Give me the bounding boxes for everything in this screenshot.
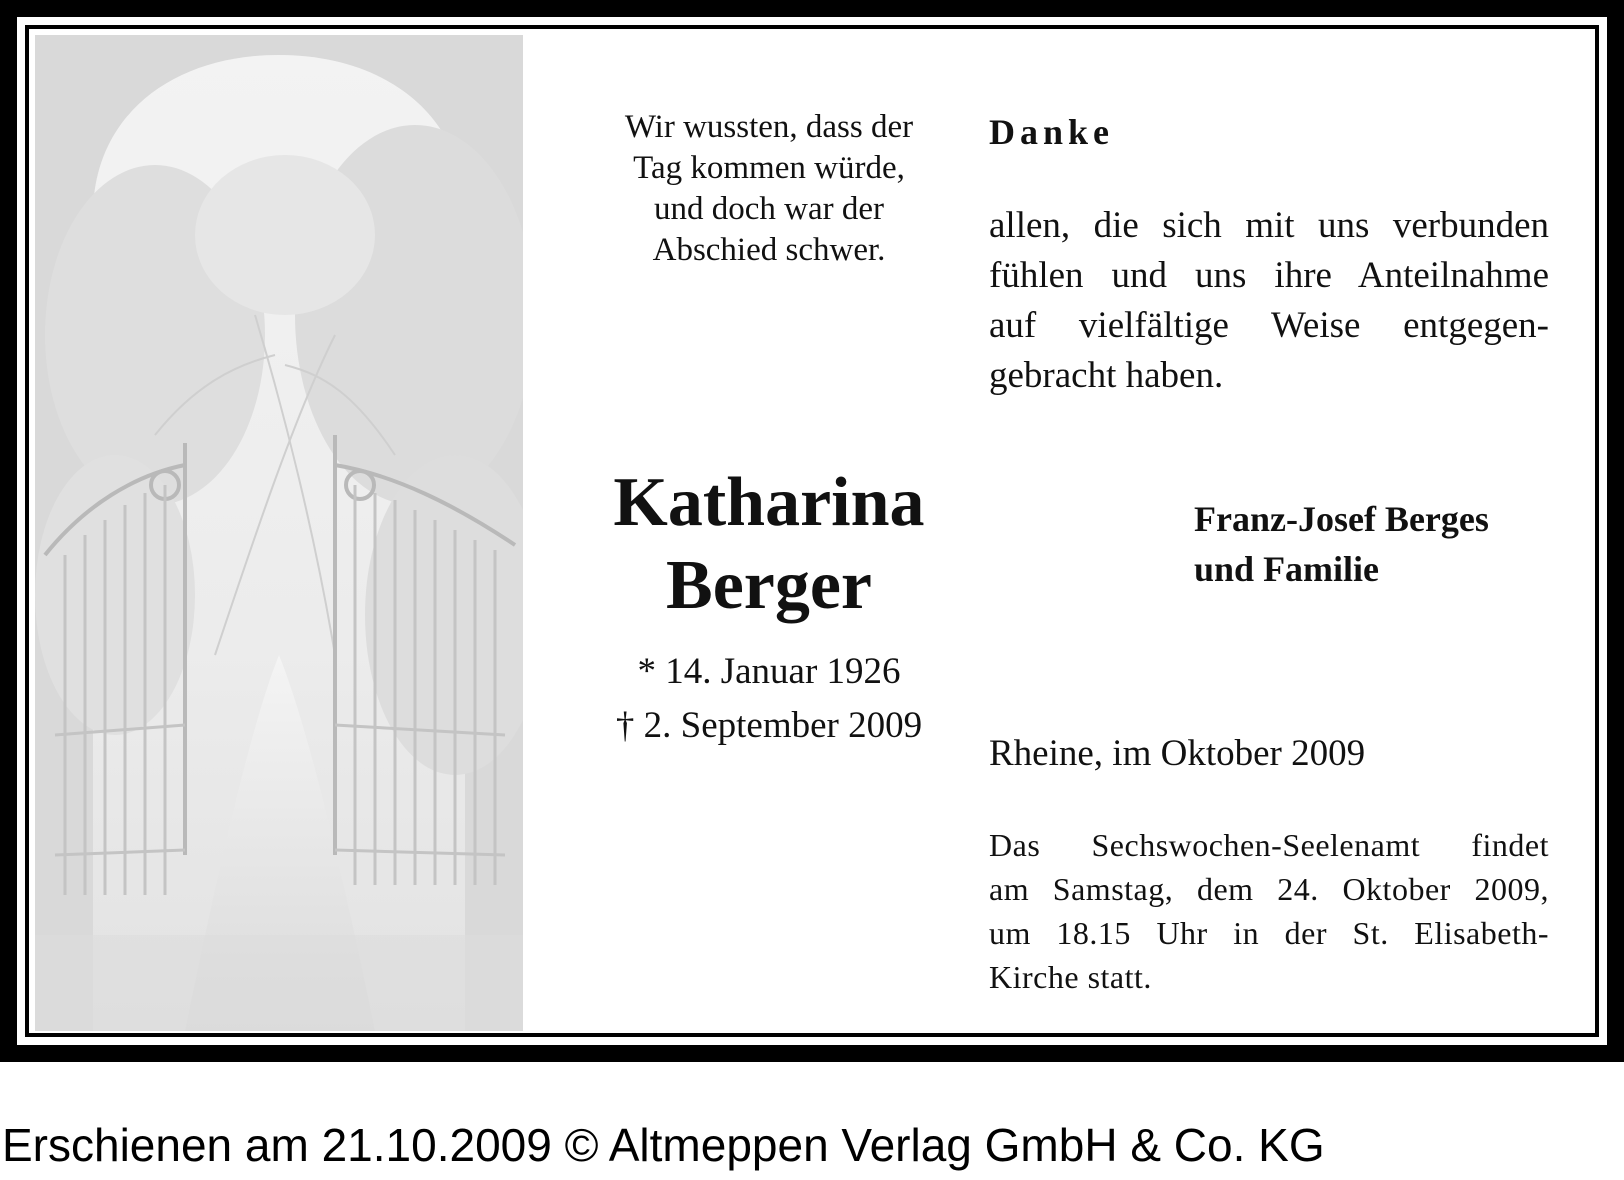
notice-line: um 18.15 Uhr in der St. Elisabeth- xyxy=(989,915,1549,951)
birth-date: * 14. Januar 1926 xyxy=(637,651,901,692)
notice-line: am Samstag, dem 24. Oktober 2009, xyxy=(989,871,1549,907)
quote-line: Tag kommen würde, xyxy=(633,150,905,186)
thanks-line: allen, die sich mit uns verbunden xyxy=(989,205,1549,246)
notice-inner xyxy=(17,17,1607,1045)
life-dates xyxy=(569,645,969,753)
deceased-name xyxy=(569,461,969,627)
family-line: Franz-Josef Berges xyxy=(1194,499,1489,539)
quote-line: und doch war der xyxy=(653,191,884,227)
memorial-quote xyxy=(579,107,959,271)
mass-notice xyxy=(989,823,1549,999)
quote-line: Wir wussten, dass der xyxy=(624,109,914,145)
thanks-heading: Danke xyxy=(989,112,1115,152)
notice-line: Kirche statt. xyxy=(989,959,1152,995)
family-signature xyxy=(1194,494,1489,594)
thanks-line: auf vielfältige Weise entgegen- xyxy=(989,305,1549,346)
deceased-first-name: Katharina xyxy=(613,464,925,541)
family-line: und Familie xyxy=(1194,549,1380,589)
quote-line: Abschied schwer. xyxy=(652,232,886,268)
notice-line: Das Sechswochen-Seelenamt findet xyxy=(989,827,1549,863)
deceased-last-name: Berger xyxy=(666,547,872,624)
death-date: † 2. September 2009 xyxy=(615,705,923,746)
thanks-line: gebracht haben. xyxy=(989,355,1224,396)
thanks-text xyxy=(989,201,1549,401)
publication-footer: Erschienen am 21.10.2009 © Altmeppen Verlag GmbH & Co. KG xyxy=(2,1119,1325,1171)
thanks-line: fühlen und uns ihre Anteilnahme xyxy=(989,255,1549,296)
gate-archway-photo xyxy=(35,35,523,1031)
place-date: Rheine, im Oktober 2009 xyxy=(989,733,1366,774)
notice-border xyxy=(25,25,1599,1037)
